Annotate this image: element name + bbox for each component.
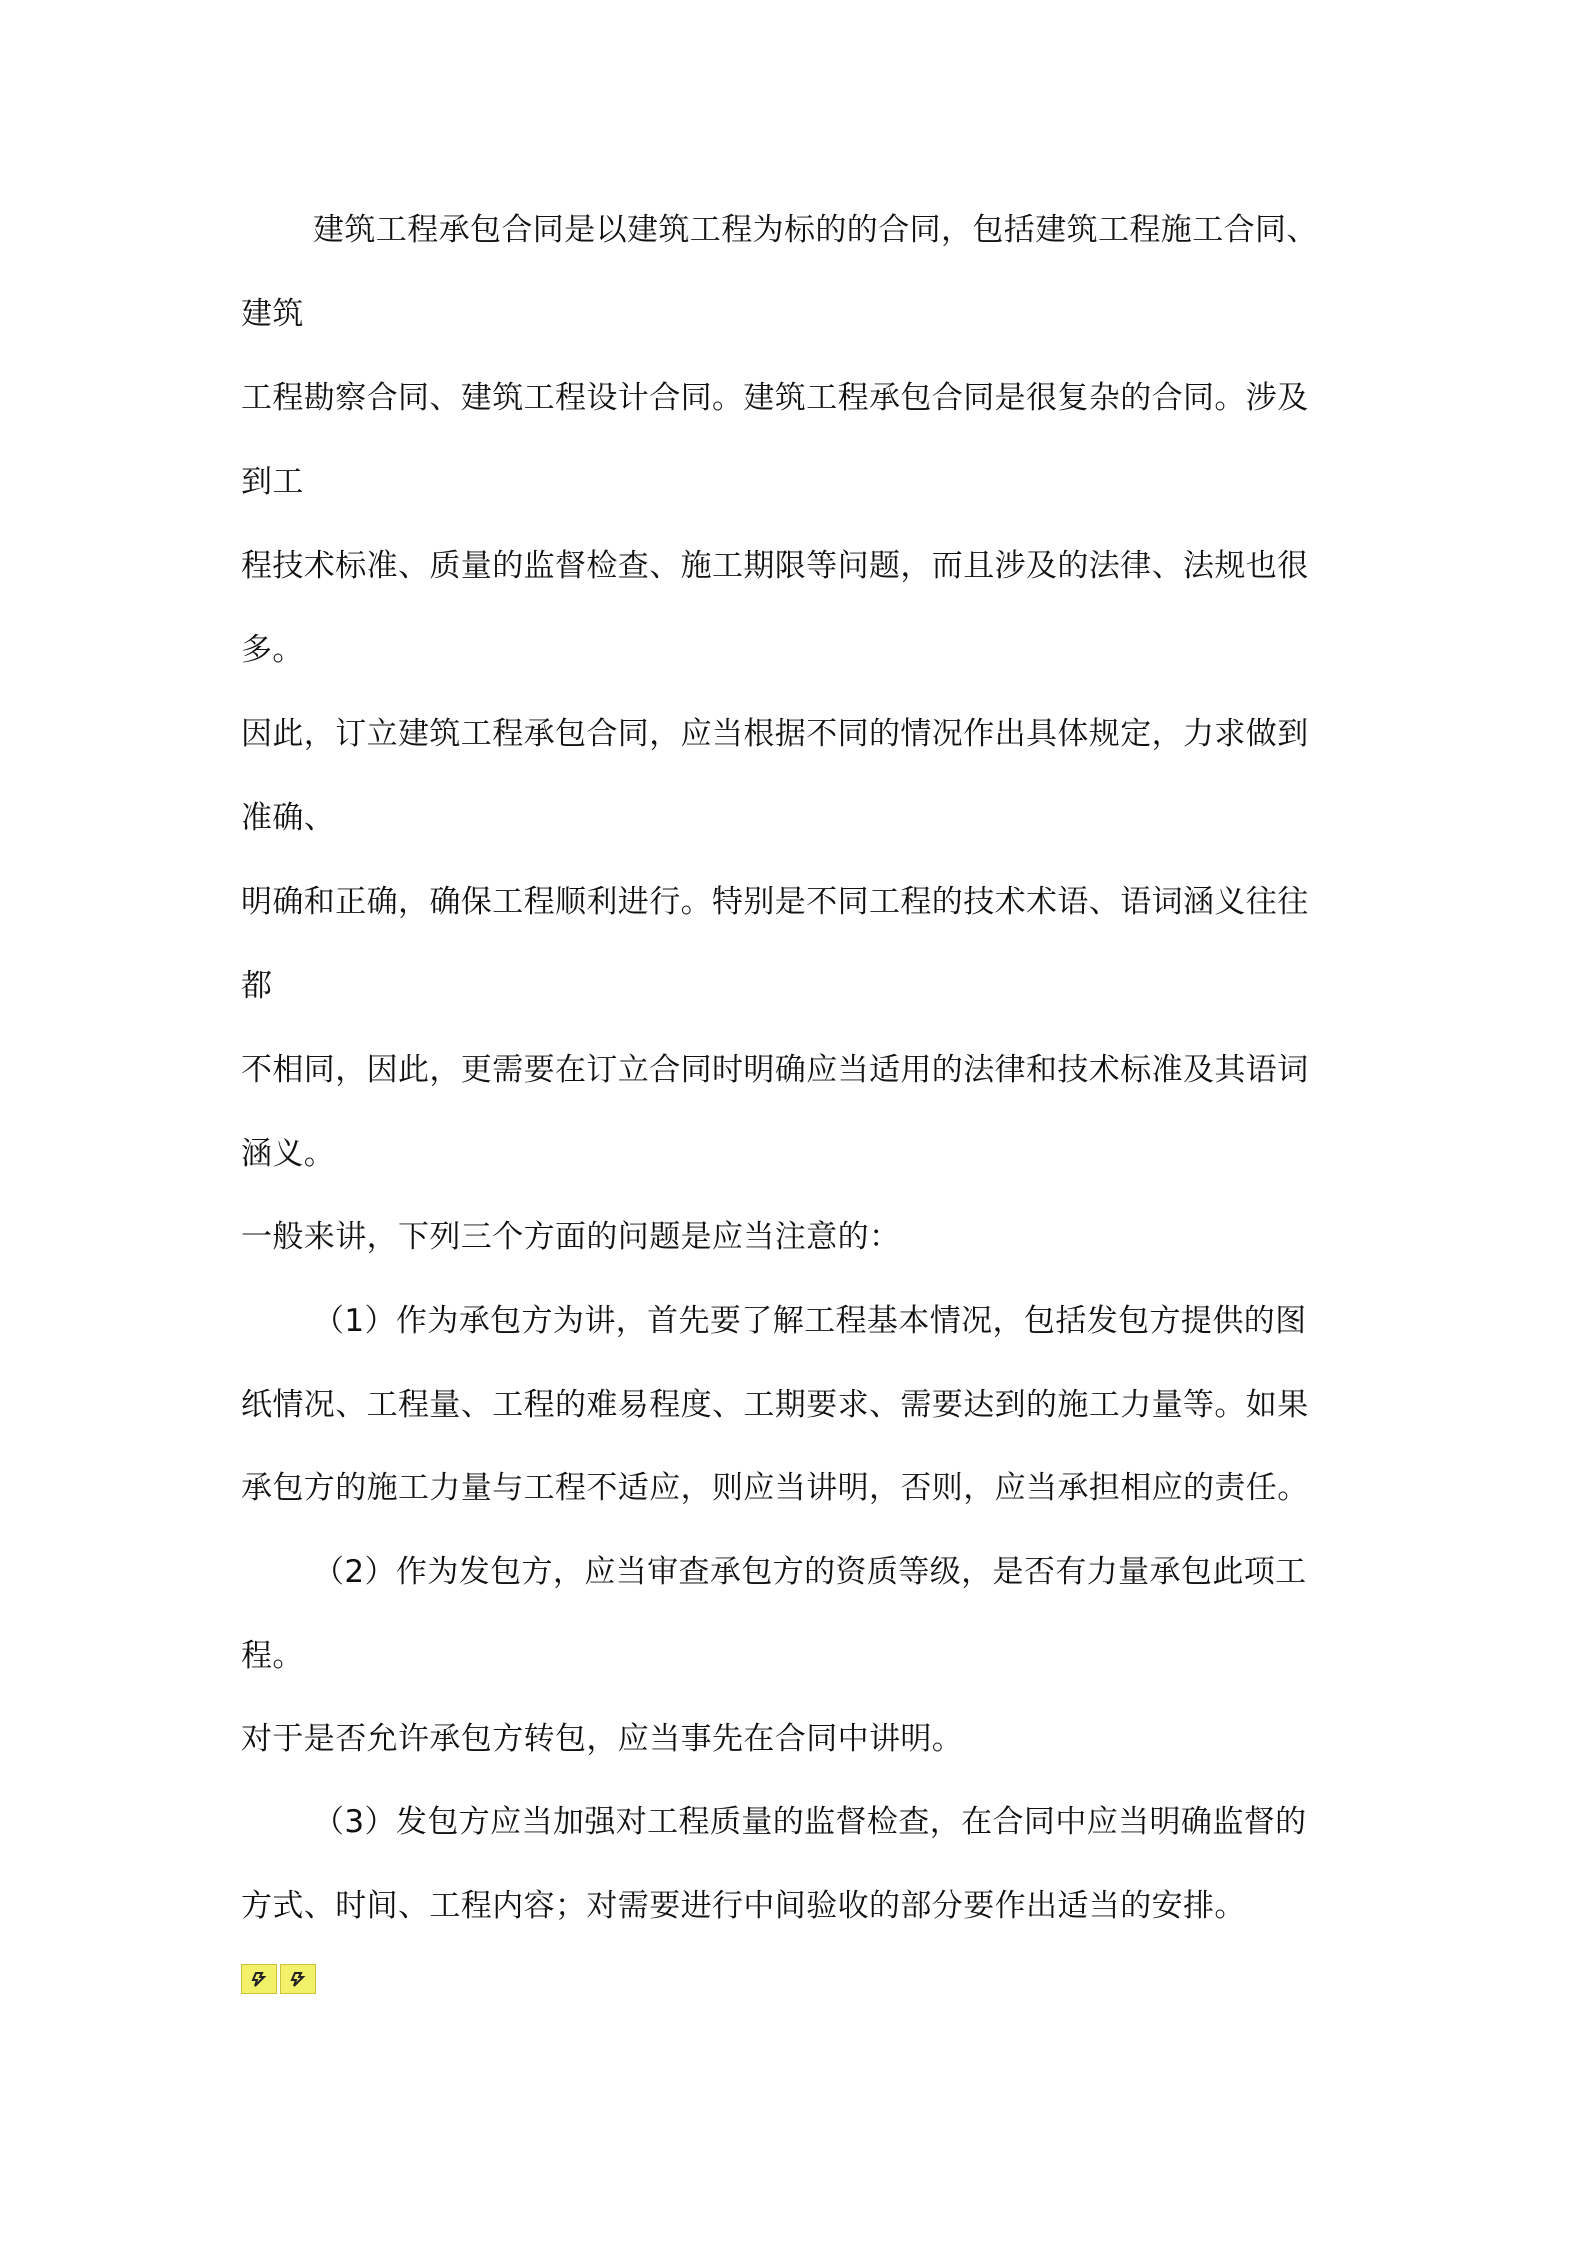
text-line: 程。 [241,1638,304,1674]
link-icon[interactable] [280,1964,316,1994]
text-line: 都 [241,968,273,1004]
text-line: 对于是否允许承包方转包，应当事先在合同中讲明。 [241,1721,964,1757]
text-line: 承包方的施工力量与工程不适应，则应当讲明，否则，应当承担相应的责任。 [241,1470,1309,1506]
text-line: 建筑工程承包合同是以建筑工程为标的的合同，包括建筑工程施工合同、 [313,212,1318,248]
text-line: 涵义。 [241,1136,336,1172]
link-icon[interactable] [241,1964,277,1994]
text-line: 到工 [241,464,304,500]
text-line: （1）作为承包方为讲，首先要了解工程基本情况，包括发包方提供的图 [313,1303,1307,1339]
text-line: （3）发包方应当加强对工程质量的监督检查，在合同中应当明确监督的 [313,1804,1307,1840]
text-line: 方式、时间、工程内容；对需要进行中间验收的部分要作出适当的安排。 [241,1888,1246,1924]
text-line: 准确、 [241,800,336,836]
text-line: 程技术标准、质量的监督检查、施工期限等问题，而且涉及的法律、法规也很 [241,548,1309,584]
link-icon [287,1968,309,1990]
text-line: 多。 [241,632,304,668]
text-line: 因此，订立建筑工程承包合同，应当根据不同的情况作出具体规定，力求做到 [241,716,1309,752]
link-icon [248,1968,270,1990]
text-line: 工程勘察合同、建筑工程设计合同。建筑工程承包合同是很复杂的合同。涉及 [241,380,1309,416]
text-line: 不相同，因此，更需要在订立合同时明确应当适用的法律和技术标准及其语词 [241,1052,1309,1088]
text-line: 建筑 [241,296,304,332]
end-marks [241,1964,316,1994]
text-line: 一般来讲，下列三个方面的问题是应当注意的： [241,1219,901,1255]
text-line: 纸情况、工程量、工程的难易程度、工期要求、需要达到的施工力量等。如果 [241,1387,1309,1423]
text-line: （2）作为发包方，应当审查承包方的资质等级，是否有力量承包此项工 [313,1554,1307,1590]
text-line: 明确和正确，确保工程顺利进行。特别是不同工程的技术术语、语词涵义往往 [241,884,1309,920]
